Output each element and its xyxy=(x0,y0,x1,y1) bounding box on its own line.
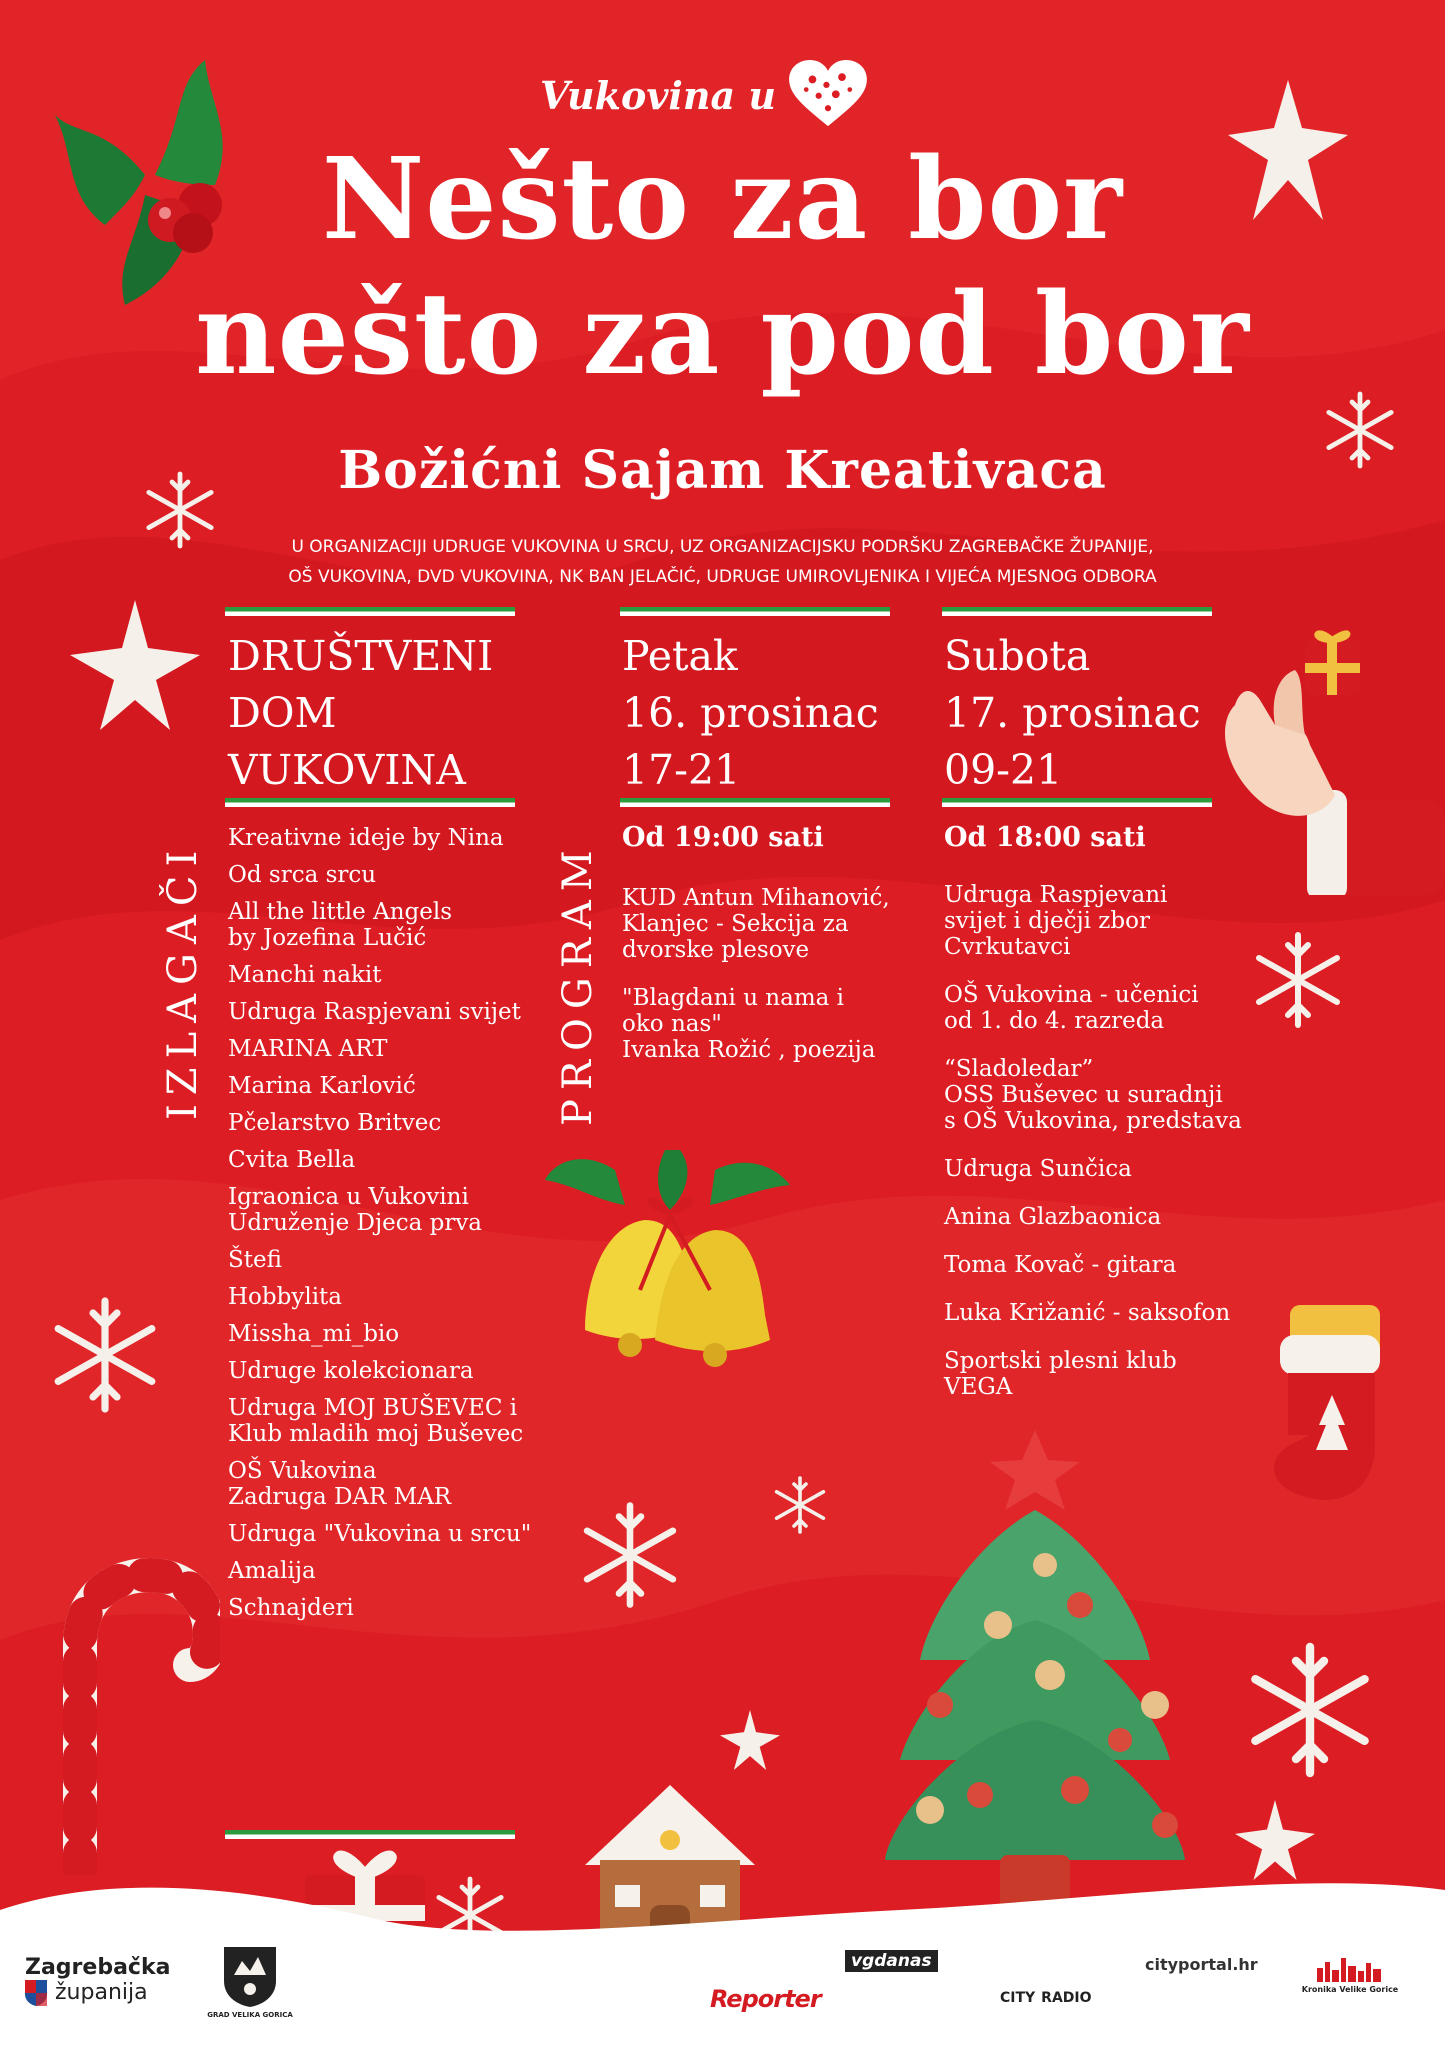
saturday-program-list xyxy=(944,882,1274,1422)
saturday-program-item xyxy=(944,1348,1274,1400)
exhibitor-item xyxy=(228,825,588,851)
divider-bar xyxy=(225,798,515,807)
kronika-text: Kronika Velike Gorice xyxy=(1301,1985,1399,1994)
exhibitor-item xyxy=(228,1558,588,1584)
exhibitor-item-line: Zadruga DAR MAR xyxy=(228,1484,452,1510)
exhibitor-item xyxy=(228,1321,588,1347)
title-line-1: Nešto za bor xyxy=(321,134,1124,265)
exhibitor-item xyxy=(228,1395,588,1447)
city-skyline-icon xyxy=(1315,1956,1385,1982)
exhibitor-item xyxy=(228,1458,588,1510)
exhibitor-item-line: Amalija xyxy=(228,1558,316,1584)
friday-program-item-line: "Blagdani u nama i xyxy=(622,985,845,1011)
title-line-2: nešto za pod bor xyxy=(195,269,1250,400)
subtitle: Božićni Sajam Kreativaca xyxy=(338,440,1107,501)
saturday-program-time: Od 18:00 sati xyxy=(944,822,1146,853)
exhibitor-item xyxy=(228,1036,588,1062)
exhibitor-item-line: Igraonica u Vukovini xyxy=(228,1184,469,1210)
saturday-program-item-line: Cvrkutavci xyxy=(944,934,1071,960)
coat-of-arms-icon xyxy=(25,1980,47,2006)
exhibitor-item xyxy=(228,1184,588,1236)
exhibitor-item-line: Štefi xyxy=(228,1247,282,1273)
exhibitor-item-line: Udruge kolekcionara xyxy=(228,1358,474,1384)
cityportal-logo: cityportal.hr xyxy=(1145,1955,1258,1974)
velika-gorica-crest-icon xyxy=(224,1947,276,2007)
venue xyxy=(228,628,493,799)
divider-bar xyxy=(942,798,1212,807)
heart-icon xyxy=(788,60,868,130)
divider-bar xyxy=(620,607,890,616)
exhibitor-item-line: Schnajderi xyxy=(228,1595,354,1621)
saturday-program-item xyxy=(944,1156,1274,1182)
snowflake-icon xyxy=(1240,1640,1380,1780)
city-radio-text-b: RADIO xyxy=(1041,1990,1092,2006)
friday-program-item-line: dvorske plesove xyxy=(622,937,810,963)
program-label: PROGRAM xyxy=(555,841,601,1126)
friday-day: Petak xyxy=(622,632,738,680)
star-icon xyxy=(70,600,200,730)
saturday-program-item-line: Sportski plesni klub xyxy=(944,1348,1177,1374)
exhibitors-list xyxy=(228,825,588,1632)
saturday-program-item-line: Udruga Sunčica xyxy=(944,1156,1132,1182)
divider-bar xyxy=(942,607,1212,616)
exhibitor-item xyxy=(228,1521,588,1547)
saturday-program-item xyxy=(944,1252,1274,1278)
venue-line-1: DRUŠTVENI xyxy=(228,632,494,680)
exhibitor-item xyxy=(228,1147,588,1173)
exhibitor-item xyxy=(228,999,588,1025)
exhibitor-item xyxy=(228,1247,588,1273)
saturday-program-item-line: Anina Glazbaonica xyxy=(944,1204,1162,1230)
exhibitor-item xyxy=(228,862,588,888)
friday-date: 16. prosinac xyxy=(622,689,879,737)
divider-bar xyxy=(225,607,515,616)
zagrebacka-line-2: županija xyxy=(55,1980,148,2005)
snowflake-icon xyxy=(45,1295,165,1415)
friday-program-item xyxy=(622,885,922,963)
saturday-day: Subota xyxy=(944,632,1091,680)
bells-icon xyxy=(545,1140,795,1370)
exhibitor-item xyxy=(228,1073,588,1099)
exhibitor-item-line: Marina Karlović xyxy=(228,1073,416,1099)
saturday-program-item-line: svijet i dječji zbor xyxy=(944,908,1150,934)
zagrebacka-line-1: Zagrebačka xyxy=(25,1954,171,1980)
friday-time: 17-21 xyxy=(622,746,741,794)
vgdanas-logo: vgdanas xyxy=(845,1950,938,1972)
friday-program-item-line: KUD Antun Mihanović, xyxy=(622,885,890,911)
friday-program-item xyxy=(622,985,922,1063)
venue-line-3: VUKOVINA xyxy=(228,746,466,794)
saturday-program-item-line: VEGA xyxy=(944,1374,1013,1400)
organization-line-1: U ORGANIZACIJI UDRUGE VUKOVINA U SRCU, UZ ORGANIZACIJSKU PODRŠKU ZAGREBAČKE ŽUPANIJE, xyxy=(291,537,1154,557)
exhibitor-item xyxy=(228,1284,588,1310)
exhibitor-item xyxy=(228,1358,588,1384)
friday-program-time: Od 19:00 sati xyxy=(622,822,824,853)
venue-line-2: DOM xyxy=(228,689,337,737)
friday-program-item-line: oko nas" xyxy=(622,1011,722,1037)
divider-bar xyxy=(620,798,890,807)
exhibitor-item-line: by Jozefina Lučić xyxy=(228,925,427,951)
saturday-program-item-line: od 1. do 4. razreda xyxy=(944,1008,1165,1034)
saturday-program-item-line: “Sladoledar” xyxy=(944,1056,1094,1082)
exhibitor-item-line: Manchi nakit xyxy=(228,962,382,988)
friday-program-list xyxy=(622,885,922,1085)
organization-line-2: OŠ VUKOVINA, DVD VUKOVINA, NK BAN JELAČIĆ, UDRUGE UMIROVLJENIKA I VIJEĆA MJESNOG ODBORA xyxy=(288,567,1157,587)
exhibitor-item-line: Udruga "Vukovina u srcu" xyxy=(228,1521,532,1547)
saturday-program-item xyxy=(944,1056,1274,1134)
exhibitor-item-line: Od srca srcu xyxy=(228,862,377,888)
reporter-logo: Reporter xyxy=(710,1985,821,2013)
exhibitor-item-line: Udruga MOJ BUŠEVEC i xyxy=(228,1395,518,1421)
saturday-program-item xyxy=(944,982,1274,1034)
exhibitor-item-line: Kreativne ideje by Nina xyxy=(228,825,504,851)
saturday-time: 09-21 xyxy=(944,746,1063,794)
zagrebacka-logo xyxy=(25,1935,185,2025)
velika-gorica-text: GRAD VELIKA GORICA xyxy=(207,2010,293,2019)
brand-text: Vukovina u xyxy=(540,72,776,118)
saturday-program-item-line: Luka Križanić - saksofon xyxy=(944,1300,1231,1326)
city-radio-logo xyxy=(1000,1990,1092,2006)
city-radio-text-a: CITY xyxy=(1000,1990,1036,2006)
exhibitor-item-line: Pčelarstvo Britvec xyxy=(228,1110,442,1136)
saturday-program-item-line: OSS Buševec u suradnji xyxy=(944,1082,1223,1108)
exhibitor-item-line: Udruženje Djeca prva xyxy=(228,1210,483,1236)
saturday-program-item-line: s OŠ Vukovina, predstava xyxy=(944,1108,1242,1134)
exhibitor-item xyxy=(228,1110,588,1136)
snowflake-icon xyxy=(575,1500,685,1610)
saturday-program-item-line: Toma Kovač - gitara xyxy=(944,1252,1177,1278)
exhibitor-item xyxy=(228,1595,588,1621)
exhibitor-item-line: MARINA ART xyxy=(228,1036,388,1062)
saturday-date: 17. prosinac xyxy=(944,689,1201,737)
saturday-program-item xyxy=(944,1204,1274,1230)
exhibitor-item-line: Missha_mi_bio xyxy=(228,1321,400,1347)
velika-gorica-logo xyxy=(200,1935,300,2030)
exhibitor-item-line: Klub mladih moj Buševec xyxy=(228,1421,524,1447)
exhibitor-item-line: Udruga Raspjevani svijet xyxy=(228,999,521,1025)
friday-program-item-line: Klanjec - Sekcija za xyxy=(622,911,849,937)
saturday-program-item xyxy=(944,1300,1274,1326)
snowflake-icon xyxy=(770,1475,830,1535)
friday-header xyxy=(622,628,879,799)
brand xyxy=(540,60,900,130)
exhibitor-item-line: Cvita Bella xyxy=(228,1147,356,1173)
exhibitor-item-line: OŠ Vukovina xyxy=(228,1458,377,1484)
saturday-header xyxy=(944,628,1201,799)
saturday-program-item-line: OŠ Vukovina - učenici xyxy=(944,982,1199,1008)
hand-with-gift-icon xyxy=(1215,625,1445,895)
exhibitor-item-line: Hobbylita xyxy=(228,1284,343,1310)
saturday-program-item-line: Udruga Raspjevani xyxy=(944,882,1168,908)
exhibitor-item-line: All the little Angels xyxy=(228,899,453,925)
exhibitor-item xyxy=(228,899,588,951)
candy-cane-icon xyxy=(20,1555,220,1875)
star-icon xyxy=(720,1710,780,1770)
stocking-icon xyxy=(1250,1285,1410,1515)
exhibitor-item xyxy=(228,962,588,988)
kronika-logo xyxy=(1290,1945,1410,2005)
exhibitors-label: IZLAGAČI xyxy=(160,841,206,1120)
friday-program-item-line: Ivanka Rožić , poezija xyxy=(622,1037,876,1063)
